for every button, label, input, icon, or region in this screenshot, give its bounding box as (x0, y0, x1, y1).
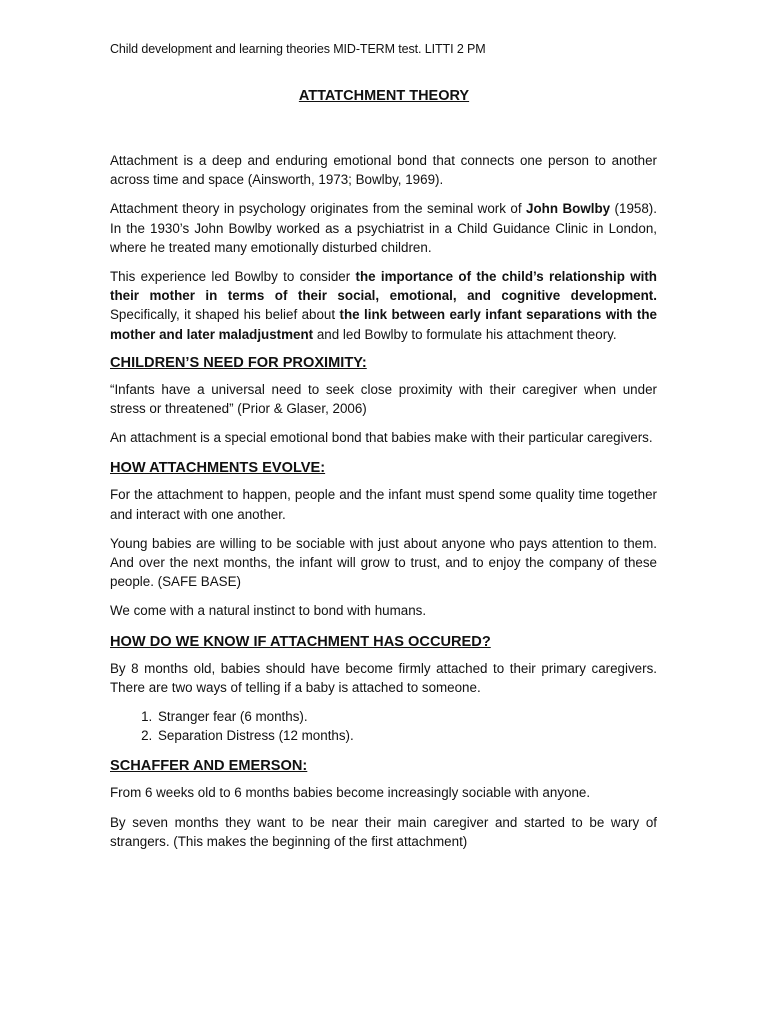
document-body (110, 151, 657, 861)
evolve-paragraph-3: We come with a natural instinct to bond with humans. (110, 603, 427, 619)
schaffer-paragraph-2: By seven months they want to be near their main caregiver and started to be wary of strangers. (This makes the beginning of the first attachment) (110, 814, 657, 849)
occurred-paragraph-1: By 8 months old, babies should have become firmly attached to their primary caregivers. There are two ways of telling if a baby is attached to someone. (110, 660, 657, 695)
intro-paragraph-3 (110, 267, 657, 344)
intro-paragraph-1: Attachment is a deep and enduring emotional bond that connects one person to another across time and space (Ainsworth, 1973; Bowlby, 1969). (110, 153, 657, 188)
schaffer-paragraph-1: From 6 weeks old to 6 months babies become increasingly sociable with anyone. (110, 785, 591, 801)
evolve-paragraph-2: Young babies are willing to be sociable with just about anyone who pays attention to them. And over the next months, the infant will grow to trust, and to enjoy the company of these people. (SAFE BASE) (110, 535, 657, 590)
list-item: 2. Separation Distress (12 months). (156, 726, 657, 745)
text-run: and led Bowlby to formulate his attachment theory. (313, 326, 617, 342)
text-run: This experience led Bowlby to consider (110, 269, 356, 285)
signs-list (110, 707, 657, 745)
bold-text-relationship: the importance of the child’s relationship with their mother in terms of their social, emotional, and cognitive development. (110, 269, 657, 304)
text-run: (1958). In the 1930’s John Bowlby worked as a psychiatrist in a Child Guidance Clinic in London, where he treated many emotionally disturbed children. (110, 201, 657, 255)
proximity-paragraph-2: An attachment is a special emotional bond that babies make with their particular caregivers. (110, 430, 653, 446)
intro-paragraph-2 (110, 199, 657, 257)
evolve-paragraph-1: For the attachment to happen, people and the infant must spend some quality time together and interact with one another. (110, 487, 657, 522)
text-run: Specifically, it shaped his belief about (110, 307, 340, 323)
list-item: 1. Stranger fear (6 months). (156, 707, 657, 726)
page-title: ATTATCHMENT THEORY (298, 88, 470, 104)
bold-text-separation-link: the link between early infant separations with the mother and later maladjustment (110, 307, 657, 342)
text-run: Attachment theory in psychology originates from the seminal work of (110, 201, 527, 217)
course-header: Child development and learning theories MID-TERM test. LITTI 2 PM (110, 42, 486, 56)
bold-text-bowlby: John Bowlby (526, 201, 611, 217)
proximity-paragraph-1: “Infants have a universal need to seek close proximity with their caregiver when under stress or threatened” (Prior & Glaser, 2006) (110, 381, 657, 417)
section-heading-evolve: HOW ATTACHMENTS EVOLVE: (110, 460, 326, 477)
section-heading-proximity: CHILDREN’S NEED FOR PROXIMITY: (110, 354, 367, 371)
section-heading-schaffer: SCHAFFER AND EMERSON: (110, 758, 308, 775)
section-heading-occurred: HOW DO WE KNOW IF ATTACHMENT HAS OCCURED? (110, 633, 491, 650)
